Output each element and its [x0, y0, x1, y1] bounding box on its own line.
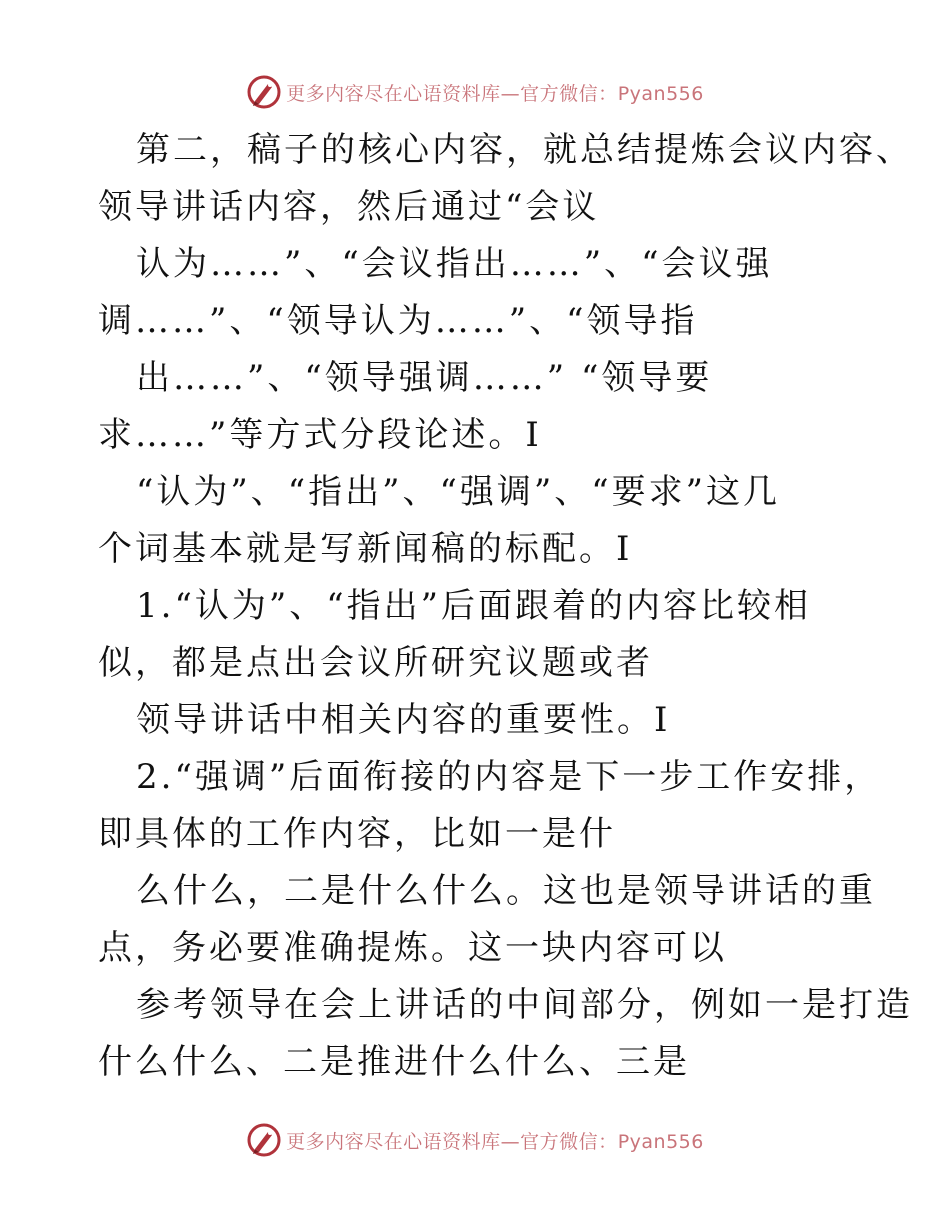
watermark-text: 更多内容尽在心语资料库 [286, 1130, 501, 1153]
text-line: 点，务必要准确提炼。这一块内容可以 [98, 928, 727, 968]
watermark-wechat-label: 官方微信： [520, 82, 618, 105]
watermark-wechat-id: Pyan556 [617, 82, 704, 105]
watermark-text: 更多内容尽在心语资料库 [286, 82, 501, 105]
text-line: 出……”、“领导强调……” “领导要 [136, 358, 713, 398]
text-line: 领导讲话内容，然后通过“会议 [98, 187, 600, 227]
text-line: 调……”、“领导认为……”、“领导指 [98, 301, 698, 341]
text-line: 什么什么、二是推进什么什么、三是 [98, 1042, 690, 1082]
text-line: “认为”、“指出”、“强调”、“要求”这几 [136, 472, 781, 512]
text-line: 似，都是点出会议所研究议题或者 [98, 643, 653, 683]
text-line: 参考领导在会上讲话的中间部分，例如一是打造 [136, 985, 913, 1025]
footer-watermark [0, 1120, 950, 1160]
pen-circle-logo-icon [246, 74, 282, 110]
watermark-wechat-id: Pyan556 [617, 1130, 704, 1153]
text-line: 求……”等方式分段论述。I [98, 415, 542, 455]
text-line: 1.“认为”、“指出”后面跟着的内容比较相 [136, 586, 811, 626]
watermark-separator: — [500, 1130, 521, 1153]
text-line: 么什么，二是什么什么。这也是领导讲话的重 [136, 871, 876, 911]
header-watermark [0, 72, 950, 112]
text-line: 领导讲话中相关内容的重要性。I [136, 700, 671, 740]
watermark-wechat-label: 官方微信： [520, 1130, 618, 1153]
pen-circle-logo-icon [246, 1122, 282, 1158]
text-line: 个词基本就是写新闻稿的标配。I [98, 529, 633, 569]
watermark-separator: — [500, 82, 521, 105]
text-line: 即具体的工作内容，比如一是什 [98, 814, 616, 854]
text-line: 第二，稿子的核心内容，就总结提炼会议内容、 [136, 130, 913, 170]
text-line: 2.“强调”后面衔接的内容是下一步工作安排， [136, 757, 882, 797]
text-line: 认为……”、“会议指出……”、“会议强 [136, 244, 773, 284]
